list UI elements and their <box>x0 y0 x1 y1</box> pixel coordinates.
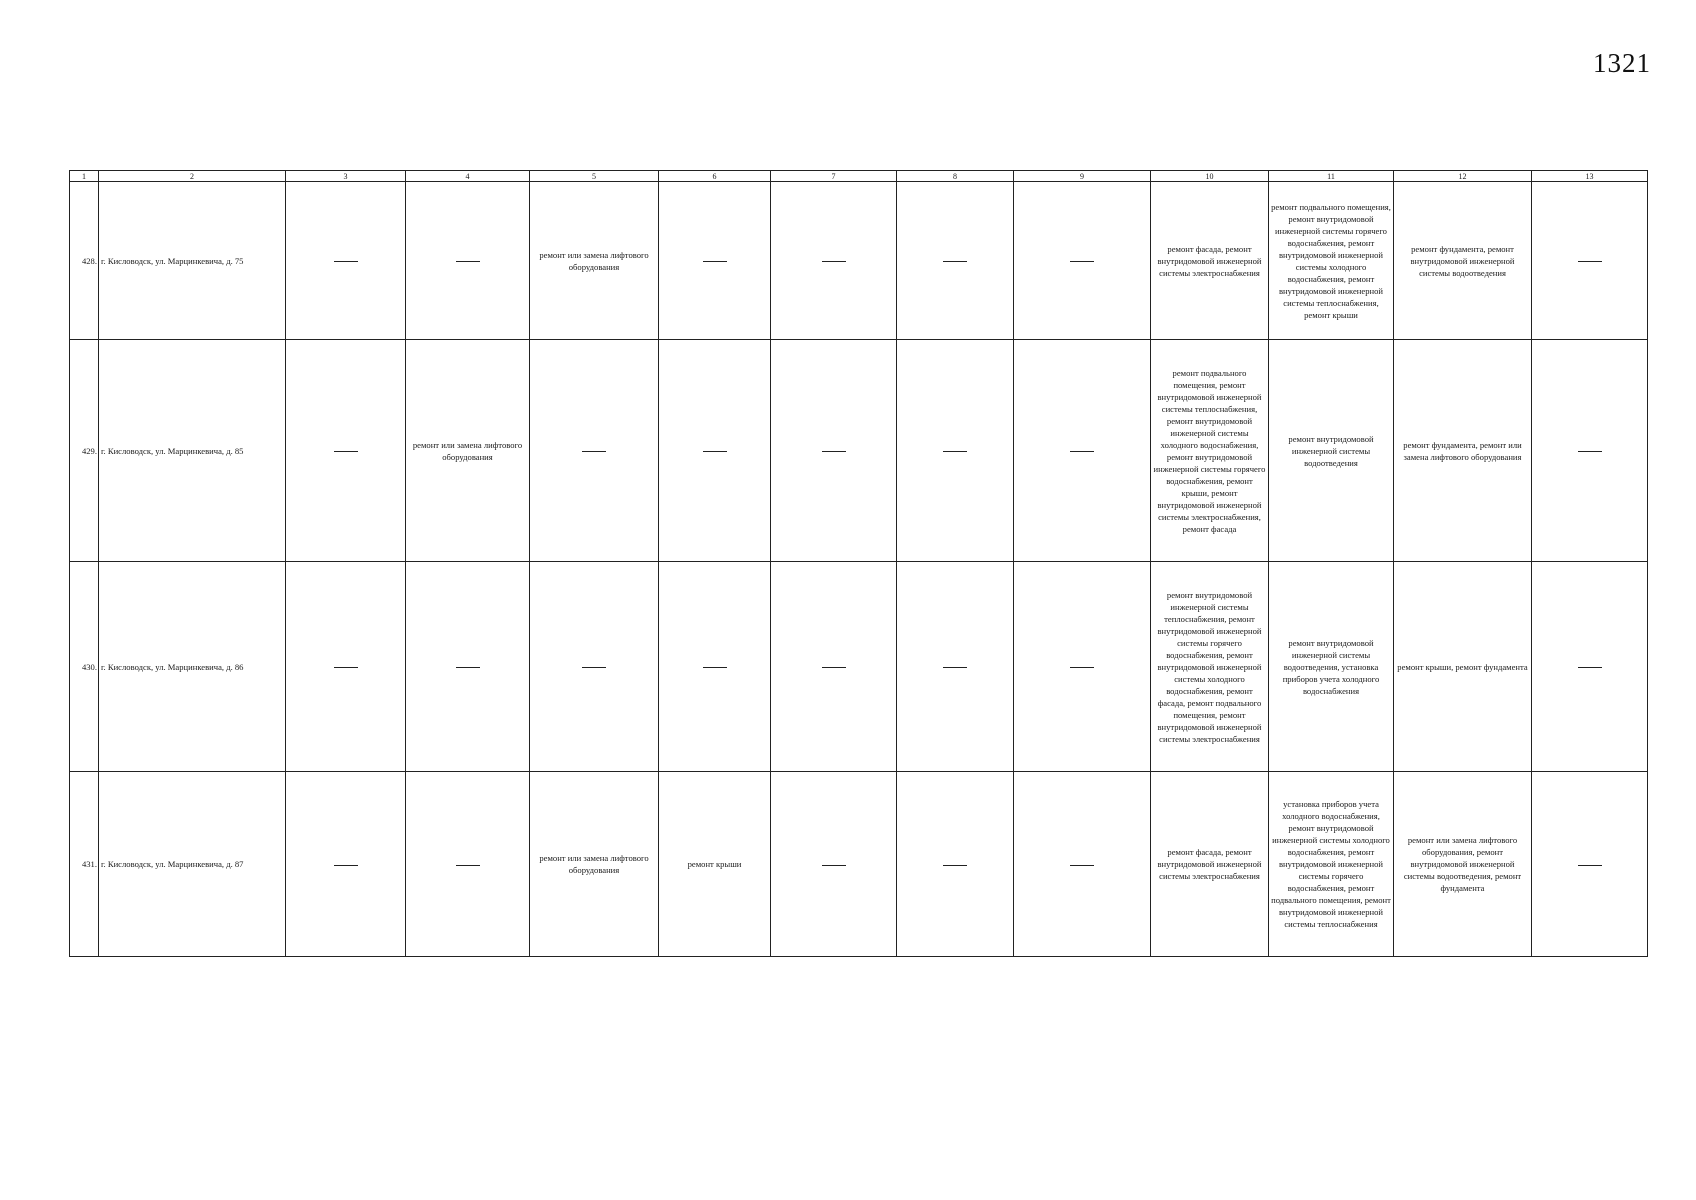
dash-placeholder <box>1070 865 1094 866</box>
dash-placeholder <box>703 261 727 262</box>
cell-col-3 <box>286 562 406 772</box>
cell-col-9 <box>1014 340 1151 562</box>
col-header-9: 9 <box>1014 171 1151 182</box>
address-cell: г. Кисловодск, ул. Марцинкевича, д. 85 <box>99 340 286 562</box>
table-row <box>70 562 1648 772</box>
cell-col-9 <box>1014 772 1151 957</box>
cell-col-6 <box>659 182 771 340</box>
dash-placeholder <box>456 261 480 262</box>
dash-placeholder <box>822 865 846 866</box>
table-row <box>70 182 1648 340</box>
cell-col-11: установка приборов учета холодного водоснабжения, ремонт внутридомовой инженерной системы холодного водоснабжения, ремонт внутридомовой инженерной системы горячего водоснабжения, ремонт подвального помещения, ремонт внутридомовой инженерной системы теплоснабжения <box>1269 772 1394 957</box>
col-header-8: 8 <box>897 171 1014 182</box>
col-header-2: 2 <box>99 171 286 182</box>
cell-col-13 <box>1532 182 1648 340</box>
cell-col-7 <box>771 182 897 340</box>
cell-col-10: ремонт подвального помещения, ремонт внутридомовой инженерной системы теплоснабжения, ремонт внутридомовой инженерной системы холодного водоснабжения, ремонт внутридомовой инженерной системы горячего водоснабжения, ремонт крыши, ремонт внутридомовой инженерной системы электроснабжения, ремонт фасада <box>1151 340 1269 562</box>
cell-col-4: ремонт или замена лифтового оборудования <box>406 340 530 562</box>
dash-placeholder <box>1578 667 1602 668</box>
col-header-7: 7 <box>771 171 897 182</box>
row-number: 428. <box>70 182 99 340</box>
cell-col-13 <box>1532 340 1648 562</box>
cell-col-12: ремонт фундамента, ремонт внутридомовой инженерной системы водоотведения <box>1394 182 1532 340</box>
cell-col-8 <box>897 182 1014 340</box>
cell-col-7 <box>771 562 897 772</box>
cell-col-6 <box>659 562 771 772</box>
table-row <box>70 772 1648 957</box>
dash-placeholder <box>456 667 480 668</box>
row-number: 429. <box>70 340 99 562</box>
dash-placeholder <box>943 451 967 452</box>
dash-placeholder <box>943 261 967 262</box>
cell-col-9 <box>1014 562 1151 772</box>
table-row <box>70 340 1648 562</box>
cell-col-5 <box>530 562 659 772</box>
dash-placeholder <box>822 667 846 668</box>
dash-placeholder <box>822 451 846 452</box>
address-cell: г. Кисловодск, ул. Марцинкевича, д. 86 <box>99 562 286 772</box>
dash-placeholder <box>1578 451 1602 452</box>
cell-col-7 <box>771 340 897 562</box>
col-header-3: 3 <box>286 171 406 182</box>
dash-placeholder <box>334 451 358 452</box>
dash-placeholder <box>1578 865 1602 866</box>
column-number-row <box>70 171 1648 182</box>
address-cell: г. Кисловодск, ул. Марцинкевича, д. 75 <box>99 182 286 340</box>
cell-col-6: ремонт крыши <box>659 772 771 957</box>
page-number: 1321 <box>1593 48 1651 78</box>
cell-col-4 <box>406 182 530 340</box>
cell-col-11: ремонт подвального помещения, ремонт внутридомовой инженерной системы горячего водоснабжения, ремонт внутридомовой инженерной системы холодного водоснабжения, ремонт внутридомовой инженерной системы теплоснабжения, ремонт крыши <box>1269 182 1394 340</box>
cell-col-8 <box>897 562 1014 772</box>
col-header-6: 6 <box>659 171 771 182</box>
dash-placeholder <box>582 667 606 668</box>
cell-col-12: ремонт крыши, ремонт фундамента <box>1394 562 1532 772</box>
cell-col-10: ремонт внутридомовой инженерной системы теплоснабжения, ремонт внутридомовой инженерной системы горячего водоснабжения, ремонт внутридомовой инженерной системы холодного водоснабжения, ремонт фасада, ремонт подвального помещения, ремонт внутридомовой инженерной системы электроснабжения <box>1151 562 1269 772</box>
cell-col-11: ремонт внутридомовой инженерной системы водоотведения <box>1269 340 1394 562</box>
cell-col-5: ремонт или замена лифтового оборудования <box>530 772 659 957</box>
cell-col-10: ремонт фасада, ремонт внутридомовой инженерной системы электроснабжения <box>1151 182 1269 340</box>
col-header-1: 1 <box>70 171 99 182</box>
cell-col-12: ремонт или замена лифтового оборудования, ремонт внутридомовой инженерной системы водоотведения, ремонт фундамента <box>1394 772 1532 957</box>
col-header-5: 5 <box>530 171 659 182</box>
cell-col-11: ремонт внутридомовой инженерной системы водоотведения, установка приборов учета холодного водоснабжения <box>1269 562 1394 772</box>
cell-col-10: ремонт фасада, ремонт внутридомовой инженерной системы электроснабжения <box>1151 772 1269 957</box>
cell-col-7 <box>771 772 897 957</box>
cell-col-13 <box>1532 562 1648 772</box>
dash-placeholder <box>334 261 358 262</box>
dash-placeholder <box>582 451 606 452</box>
dash-placeholder <box>1070 667 1094 668</box>
col-header-13: 13 <box>1532 171 1648 182</box>
col-header-11: 11 <box>1269 171 1394 182</box>
dash-placeholder <box>943 667 967 668</box>
cell-col-4 <box>406 562 530 772</box>
cell-col-9 <box>1014 182 1151 340</box>
cell-col-8 <box>897 772 1014 957</box>
cell-col-3 <box>286 772 406 957</box>
dash-placeholder <box>1578 261 1602 262</box>
dash-placeholder <box>822 261 846 262</box>
col-header-10: 10 <box>1151 171 1269 182</box>
col-header-12: 12 <box>1394 171 1532 182</box>
cell-col-3 <box>286 182 406 340</box>
dash-placeholder <box>334 667 358 668</box>
cell-col-13 <box>1532 772 1648 957</box>
col-header-4: 4 <box>406 171 530 182</box>
cell-col-5 <box>530 340 659 562</box>
dash-placeholder <box>943 865 967 866</box>
cell-col-3 <box>286 340 406 562</box>
dash-placeholder <box>1070 451 1094 452</box>
dash-placeholder <box>334 865 358 866</box>
cell-col-5: ремонт или замена лифтового оборудования <box>530 182 659 340</box>
row-number: 431. <box>70 772 99 957</box>
row-number: 430. <box>70 562 99 772</box>
cell-col-6 <box>659 340 771 562</box>
repair-schedule-table <box>69 170 1648 957</box>
cell-col-4 <box>406 772 530 957</box>
dash-placeholder <box>703 451 727 452</box>
dash-placeholder <box>703 667 727 668</box>
dash-placeholder <box>1070 261 1094 262</box>
cell-col-8 <box>897 340 1014 562</box>
cell-col-12: ремонт фундамента, ремонт или замена лифтового оборудования <box>1394 340 1532 562</box>
address-cell: г. Кисловодск, ул. Марцинкевича, д. 87 <box>99 772 286 957</box>
dash-placeholder <box>456 865 480 866</box>
